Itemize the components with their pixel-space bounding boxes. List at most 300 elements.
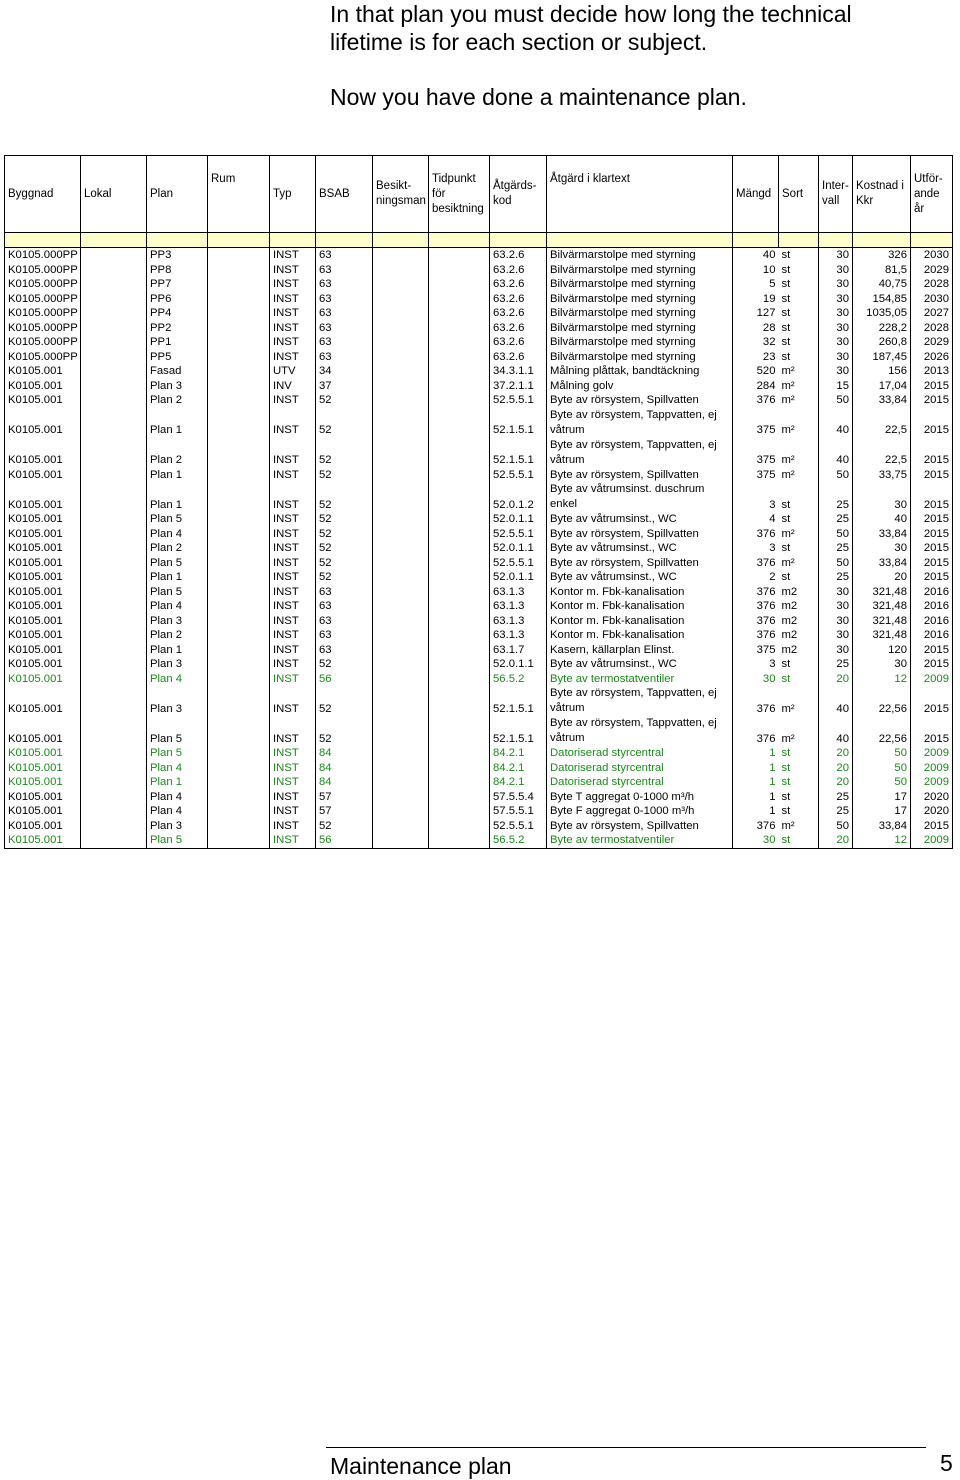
cell-mangd: 32 [733,335,779,350]
cell-intervall: 30 [819,643,853,658]
cell-sort: st [781,350,791,363]
cell-kostnad: 33,84 [853,556,911,571]
cell-kod: 52.0.1.1 [490,570,547,585]
cell-kod: 63.2.6 [490,306,547,321]
cell-besiktningsman [373,541,429,556]
cell-sort: m² [781,424,795,436]
cell-lokal [81,263,147,278]
cell-typ: INST [270,686,316,716]
cell-kod: 63.2.6 [490,350,547,365]
cell-rum [208,277,270,292]
cell-ar: 2015 [911,512,953,527]
cell-kod: 63.2.6 [490,263,547,278]
cell-kod: 52.0.1.1 [490,541,547,556]
cell-kod: 34.3.1.1 [490,364,547,379]
table-row [5,614,953,629]
cell-atgard: Bilvärmarstolpe med styrning [547,321,733,336]
cell-plan: Plan 1 [147,482,208,512]
cell-ar: 2015 [911,393,953,408]
cell-besiktningsman [373,775,429,790]
cell-atgard: Byte av termostatventiler [547,833,733,848]
cell-tidpunkt [429,790,490,805]
cell-rum [208,541,270,556]
cell-mangd: 376 [733,628,779,643]
cell-mangd: 23 [733,350,779,365]
cell-kostnad: 30 [853,482,911,512]
cell-kostnad: 12 [853,672,911,687]
cell-tidpunkt [429,321,490,336]
cell-typ: INST [270,482,316,512]
cell-bsab: 52 [316,556,373,571]
cell-besiktningsman [373,263,429,278]
cell-intervall: 30 [819,292,853,307]
cell-tidpunkt [429,364,490,379]
cell-ar: 2028 [911,321,953,336]
cell-typ: INST [270,350,316,365]
cell-atgard: Byte av rörsystem, Spillvatten [547,468,733,483]
cell-kod: 52.5.5.1 [490,527,547,542]
table-row [5,393,953,408]
cell-lokal [81,775,147,790]
cell-mangd: 28 [733,321,779,336]
cell-lokal [81,672,147,687]
cell-lokal [81,833,147,848]
cell-ar: 2013 [911,364,953,379]
cell-lokal [81,335,147,350]
cell-atgard: Byte av våtrumsinst., WC [547,657,733,672]
cell-tidpunkt [429,746,490,761]
cell-lokal [81,790,147,805]
cell-byggnad: K0105.001 [5,541,81,556]
cell-mangd: 30 [733,672,779,687]
cell-typ: INST [270,527,316,542]
cell-tidpunkt [429,804,490,819]
cell-lokal [81,438,147,468]
cell-lokal [81,657,147,672]
cell-lokal [81,643,147,658]
cell-plan: PP4 [147,306,208,321]
cell-kod: 63.1.3 [490,599,547,614]
cell-rum [208,512,270,527]
cell-kostnad: 156 [853,364,911,379]
cell-besiktningsman [373,804,429,819]
cell-typ: UTV [270,364,316,379]
cell-besiktningsman [373,482,429,512]
cell-kostnad: 22,5 [853,438,911,468]
cell-besiktningsman [373,350,429,365]
intro-paragraph-2: Now you have done a maintenance plan. [330,84,747,110]
cell-lokal [81,716,147,746]
cell-kod: 52.5.5.1 [490,556,547,571]
cell-sort: m² [781,394,795,406]
cell-intervall: 20 [819,761,853,776]
cell-typ: INST [270,628,316,643]
cell-ar: 2015 [911,408,953,438]
cell-ar: 2009 [911,833,953,848]
cell-byggnad: K0105.001 [5,775,81,790]
cell-ar: 2009 [911,775,953,790]
cell-plan: PP2 [147,321,208,336]
cell-lokal [81,804,147,819]
cell-ar: 2009 [911,746,953,761]
cell-atgard: Byte av rörsystem, Spillvatten [547,556,733,571]
cell-intervall: 20 [819,775,853,790]
cell-sort: m² [781,454,795,466]
cell-ar: 2015 [911,819,953,834]
cell-typ: INST [270,775,316,790]
cell-plan: Plan 3 [147,614,208,629]
cell-sort: m² [781,732,795,745]
cell-atgard: Byte av rörsystem, Tappvatten, ej våtrum [547,438,733,468]
cell-bsab: 63 [316,335,373,350]
cell-sort: st [781,658,791,670]
cell-kostnad: 20 [853,570,911,585]
cell-ar: 2009 [911,672,953,687]
cell-mangd: 375 [733,438,779,468]
cell-sort: st [781,790,791,803]
cell-kod: 57.5.5.1 [490,804,547,819]
cell-sort: m² [781,556,795,569]
cell-besiktningsman [373,746,429,761]
cell-rum [208,556,270,571]
table-row [5,438,953,468]
cell-rum [208,350,270,365]
cell-plan: Plan 1 [147,570,208,585]
cell-kod: 57.5.5.4 [490,790,547,805]
cell-intervall: 15 [819,379,853,394]
cell-lokal [81,556,147,571]
cell-kostnad: 40,75 [853,277,911,292]
cell-mangd: 3 [733,657,779,672]
cell-kod: 52.0.1.1 [490,512,547,527]
cell-tidpunkt [429,716,490,746]
intro-paragraph-1: In that plan you must decide how long the technical lifetime is for each section or subject. [330,1,852,55]
cell-atgard: Kontor m. Fbk-kanalisation [547,599,733,614]
cell-kostnad: 50 [853,746,911,761]
cell-rum [208,306,270,321]
cell-atgard: Bilvärmarstolpe med styrning [547,335,733,350]
cell-rum [208,585,270,600]
table-row [5,321,953,336]
cell-bsab: 63 [316,321,373,336]
cell-byggnad: K0105.001 [5,527,81,542]
cell-atgard: Byte av rörsystem, Tappvatten, ej våtrum [547,408,733,438]
cell-intervall: 30 [819,599,853,614]
cell-mangd: 376 [733,585,779,600]
cell-atgard: Bilvärmarstolpe med styrning [547,263,733,278]
cell-plan: Plan 1 [147,643,208,658]
header-atgardskod: Åtgärds- kod [490,156,547,233]
cell-rum [208,672,270,687]
cell-atgard: Byte av rörsystem, Spillvatten [547,819,733,834]
cell-kostnad: 22,56 [853,686,911,716]
cell-bsab: 57 [316,804,373,819]
cell-mangd: 375 [733,468,779,483]
cell-tidpunkt [429,819,490,834]
cell-intervall: 50 [819,393,853,408]
cell-typ: INST [270,393,316,408]
header-bsab: BSAB [316,156,373,233]
cell-plan: Plan 5 [147,512,208,527]
table-row [5,599,953,614]
cell-kostnad: 321,48 [853,599,911,614]
cell-tidpunkt [429,541,490,556]
cell-ar: 2015 [911,379,953,394]
cell-kod: 52.0.1.1 [490,657,547,672]
cell-sort: st [781,542,791,554]
cell-ar: 2026 [911,350,953,365]
table-row [5,790,953,805]
cell-lokal [81,614,147,629]
cell-tidpunkt [429,263,490,278]
cell-besiktningsman [373,408,429,438]
cell-mangd: 10 [733,263,779,278]
cell-sort: st [781,805,791,817]
cell-rum [208,819,270,834]
cell-sort: st [781,263,791,276]
cell-intervall: 50 [819,527,853,542]
cell-rum [208,628,270,643]
cell-besiktningsman [373,672,429,687]
cell-intervall: 30 [819,350,853,365]
cell-besiktningsman [373,379,429,394]
table-row [5,775,953,790]
cell-atgard: Bilvärmarstolpe med styrning [547,306,733,321]
cell-ar: 2015 [911,482,953,512]
cell-ar: 2015 [911,716,953,746]
cell-kostnad: 321,48 [853,614,911,629]
cell-sort: st [781,321,791,334]
cell-typ: INST [270,468,316,483]
cell-intervall: 30 [819,335,853,350]
cell-typ: INST [270,672,316,687]
header-mangd: Mängd [733,156,779,233]
cell-atgard: Byte F aggregat 0-1000 m³/h [547,804,733,819]
cell-plan: Plan 1 [147,468,208,483]
cell-lokal [81,585,147,600]
cell-tidpunkt [429,570,490,585]
cell-bsab: 52 [316,819,373,834]
cell-ar: 2028 [911,277,953,292]
cell-kod: 63.2.6 [490,248,547,263]
cell-rum [208,599,270,614]
cell-mangd: 284 [733,379,779,394]
cell-kostnad: 1035,05 [853,306,911,321]
cell-byggnad: K0105.001 [5,761,81,776]
cell-mangd: 376 [733,716,779,746]
cell-mangd: 40 [733,248,779,263]
cell-kod: 52.1.5.1 [490,686,547,716]
cell-byggnad: K0105.000PP [5,248,81,263]
cell-kod: 63.1.3 [490,585,547,600]
cell-tidpunkt [429,833,490,848]
cell-sort: st [781,776,791,788]
cell-atgard: Bilvärmarstolpe med styrning [547,277,733,292]
cell-sort: st [781,292,791,305]
cell-sort: st [781,498,791,511]
cell-byggnad: K0105.001 [5,438,81,468]
cell-ar: 2015 [911,657,953,672]
cell-plan: Plan 2 [147,541,208,556]
cell-byggnad: K0105.001 [5,716,81,746]
cell-mangd: 127 [733,306,779,321]
cell-atgard: Byte av rörsystem, Spillvatten [547,393,733,408]
header-band [5,233,953,248]
cell-besiktningsman [373,686,429,716]
cell-besiktningsman [373,570,429,585]
cell-kostnad: 260,8 [853,335,911,350]
cell-mangd: 376 [733,556,779,571]
cell-bsab: 63 [316,263,373,278]
cell-besiktningsman [373,657,429,672]
cell-kostnad: 321,48 [853,628,911,643]
cell-bsab: 52 [316,541,373,556]
table-row [5,408,953,438]
cell-intervall: 20 [819,746,853,761]
table-row [5,306,953,321]
cell-kostnad: 228,2 [853,321,911,336]
cell-byggnad: K0105.001 [5,585,81,600]
table-row [5,833,953,848]
cell-byggnad: K0105.001 [5,686,81,716]
cell-sort: m² [781,379,795,392]
cell-tidpunkt [429,482,490,512]
cell-kostnad: 81,5 [853,263,911,278]
cell-plan: Plan 2 [147,438,208,468]
cell-plan: Plan 3 [147,657,208,672]
cell-intervall: 40 [819,686,853,716]
cell-ar: 2009 [911,761,953,776]
cell-besiktningsman [373,306,429,321]
cell-ar: 2015 [911,643,953,658]
cell-sort: st [781,336,791,348]
cell-plan: Plan 4 [147,599,208,614]
cell-intervall: 40 [819,438,853,468]
cell-bsab: 52 [316,393,373,408]
cell-byggnad: K0105.001 [5,570,81,585]
cell-bsab: 52 [316,482,373,512]
cell-intervall: 25 [819,790,853,805]
cell-byggnad: K0105.001 [5,614,81,629]
cell-kostnad: 30 [853,541,911,556]
cell-lokal [81,512,147,527]
cell-kostnad: 50 [853,761,911,776]
cell-intervall: 30 [819,306,853,321]
cell-lokal [81,292,147,307]
cell-plan: Fasad [147,364,208,379]
cell-ar: 2020 [911,790,953,805]
cell-besiktningsman [373,761,429,776]
cell-rum [208,321,270,336]
cell-kod: 52.5.5.1 [490,819,547,834]
cell-ar: 2030 [911,292,953,307]
cell-plan: PP7 [147,277,208,292]
cell-atgard: Datoriserad styrcentral [547,746,733,761]
cell-rum [208,393,270,408]
cell-tidpunkt [429,248,490,263]
cell-tidpunkt [429,408,490,438]
cell-tidpunkt [429,775,490,790]
cell-plan: Plan 3 [147,379,208,394]
cell-atgard: Datoriserad styrcentral [547,761,733,776]
cell-rum [208,716,270,746]
cell-kostnad: 33,84 [853,393,911,408]
cell-mangd: 30 [733,833,779,848]
cell-typ: INST [270,585,316,600]
cell-tidpunkt [429,628,490,643]
cell-intervall: 25 [819,657,853,672]
cell-tidpunkt [429,599,490,614]
cell-sort: st [781,761,791,774]
cell-byggnad: K0105.001 [5,556,81,571]
table-row [5,277,953,292]
cell-kod: 52.1.5.1 [490,438,547,468]
cell-bsab: 63 [316,292,373,307]
cell-atgard: Bilvärmarstolpe med styrning [547,248,733,263]
cell-mangd: 4 [733,512,779,527]
cell-typ: INV [270,379,316,394]
cell-tidpunkt [429,643,490,658]
cell-byggnad: K0105.001 [5,512,81,527]
cell-lokal [81,482,147,512]
cell-plan: Plan 1 [147,775,208,790]
table-row [5,482,953,512]
cell-typ: INST [270,716,316,746]
cell-intervall: 30 [819,628,853,643]
cell-byggnad: K0105.001 [5,468,81,483]
cell-atgard: Målning golv [547,379,733,394]
cell-rum [208,775,270,790]
cell-typ: INST [270,541,316,556]
table-row [5,527,953,542]
cell-tidpunkt [429,306,490,321]
cell-mangd: 375 [733,643,779,658]
cell-besiktningsman [373,335,429,350]
cell-bsab: 52 [316,438,373,468]
header-typ: Typ [270,156,316,233]
footer-title: Maintenance plan [330,1453,512,1479]
cell-atgard: Bilvärmarstolpe med styrning [547,292,733,307]
cell-byggnad: K0105.000PP [5,321,81,336]
cell-bsab: 63 [316,628,373,643]
cell-besiktningsman [373,790,429,805]
cell-bsab: 52 [316,527,373,542]
table-row [5,379,953,394]
cell-intervall: 20 [819,833,853,848]
cell-kod: 84.2.1 [490,775,547,790]
cell-rum [208,379,270,394]
cell-kostnad: 154,85 [853,292,911,307]
cell-lokal [81,541,147,556]
cell-rum [208,263,270,278]
cell-kostnad: 326 [853,248,911,263]
cell-rum [208,527,270,542]
cell-kod: 63.2.6 [490,277,547,292]
cell-mangd: 376 [733,819,779,834]
cell-atgard: Bilvärmarstolpe med styrning [547,350,733,365]
cell-ar: 2015 [911,468,953,483]
cell-plan: Plan 3 [147,819,208,834]
cell-kod: 56.5.2 [490,672,547,687]
cell-lokal [81,686,147,716]
cell-lokal [81,628,147,643]
cell-byggnad: K0105.001 [5,790,81,805]
cell-besiktningsman [373,277,429,292]
cell-sort: st [779,833,819,848]
cell-intervall: 30 [819,321,853,336]
cell-byggnad: K0105.001 [5,628,81,643]
cell-plan: PP1 [147,335,208,350]
